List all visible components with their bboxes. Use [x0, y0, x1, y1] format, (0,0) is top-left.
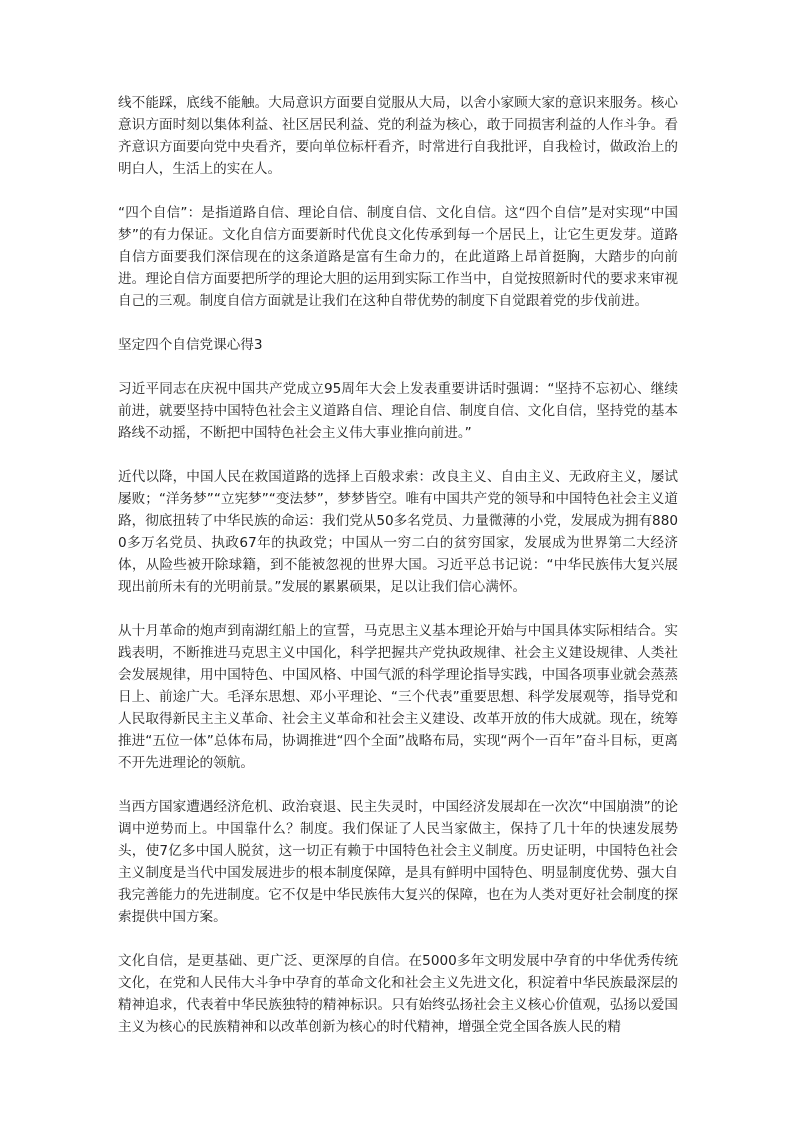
paragraph-7: 文化自信，是更基础、更广泛、更深厚的自信。在5000多年文明发展中孕育的中华优秀传统文化，在党和人民伟大斗争中孕育的革命文化和社会主义先进文化，积淀着中华民族最深层的精神追求，代表着中华民族独特的精神标识。只有始终弘扬社会主义核心价值观，弘扬以爱国主义为核心的民族精神和以改革创新为核心的时代精神，增强全党全国各族人民的精	[118, 953, 678, 1035]
document-page	[118, 92, 678, 1060]
paragraph-6: 当西方国家遭遇经济危机、政治衰退、民主失灵时，中国经济发展却在一次次“中国崩溃”的论调中逆势而上。中国靠什么？制度。我们保证了人民当家做主，保持了几十年的快速发展势头，使7亿多中国人脱贫，这一切正有赖于中国特色社会主义制度。历史证明，中国特色社会主义制度是当代中国发展进步的根本制度保障，是具有鲜明中国特色、明显制度优势、强大自我完善能力的先进制度。它不仅是中华民族伟大复兴的保障，也在为人类对更好社会制度的探索提供中国方案。	[118, 799, 678, 925]
paragraph-4: 近代以降，中国人民在救国道路的选择上百般求索：改良主义、自由主义、无政府主义，屡试屡败；“洋务梦”“立宪梦”“变法梦”，梦梦皆空。唯有中国共产党的领导和中国特色社会主义道路，彻底扭转了中华民族的命运：我们党从50多名党员、力量微薄的小党，发展成为拥有8800多万名党员、执政67年的执政党；中国从一穷二白的贫穷国家，发展成为世界第二大经济体，从险些被开除球籍，到不能被忽视的世界大国。习近平总书记说：“中华民族伟大复兴展现出前所未有的光明前景。”发展的累累硕果，足以让我们信心满怀。	[118, 469, 678, 595]
paragraph-1: 线不能踩，底线不能触。大局意识方面要自觉服从大局，以舍小家顾大家的意识来服务。核心意识方面时刻以集体利益、社区居民利益、党的利益为核心，敢于同损害利益的人作斗争。看齐意识方面要向党中央看齐，要向单位标杆看齐，时常进行自我批评，自我检讨，做政治上的明白人，生活上的实在人。	[118, 95, 678, 177]
paragraph-5: 从十月革命的炮声到南湖红船上的宣誓，马克思主义基本理论开始与中国具体实际相结合。实践表明，不断推进马克思主义中国化，科学把握共产党执政规律、社会主义建设规律、人类社会发展规律，用中国特色、中国风格、中国气派的科学理论指导实践，中国各项事业就会蒸蒸日上、前途广大。毛泽东思想、邓小平理论、“三个代表”重要思想、科学发展观等，指导党和人民取得新民主主义革命、社会主义革命和社会主义建设、改革开放的伟大成就。现在，统筹推进“五位一体”总体布局，协调推进“四个全面”战略布局，实现“两个一百年”奋斗目标，更离不开先进理论的领航。	[118, 623, 678, 771]
section-heading: 坚定四个自信党课心得3	[118, 337, 263, 353]
paragraph-2: “四个自信”：是指道路自信、理论自信、制度自信、文化自信。这“四个自信”是对实现“中国梦”的有力保证。文化自信方面要新时代优良文化传承到每一个居民上，让它生更发芽。道路自信方面要我们深信现在的这条道路是富有生命力的，在此道路上昂首挺胸，大踏步的向前进。理论自信方面要把所学的理论大胆的运用到实际工作当中，自觉按照新时代的要求来审视自己的三观。制度自信方面就是让我们在这种自带优势的制度下自觉跟着党的步伐前进。	[118, 205, 678, 309]
paragraph-3: 习近平同志在庆祝中国共产党成立95周年大会上发表重要讲话时强调：“坚持不忘初心、继续前进，就要坚持中国特色社会主义道路自信、理论自信、制度自信、文化自信，坚持党的基本路线不动摇，不断把中国特色社会主义伟大事业推向前进。”	[118, 381, 678, 441]
